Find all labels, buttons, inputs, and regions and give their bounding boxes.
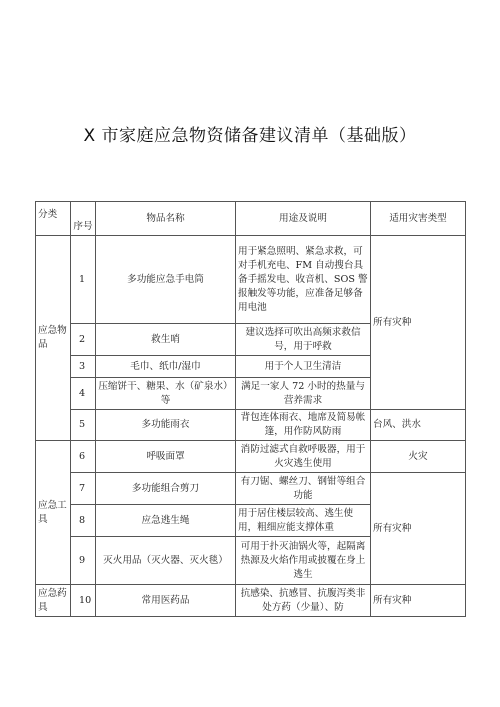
table-row (36, 236, 466, 324)
table-row (36, 473, 466, 505)
row-item: 压缩饼干、糖果、水（矿泉水）等 (96, 378, 236, 410)
row-item: 呼吸面罩 (96, 441, 236, 473)
row-usage: 可用于扑灭油锅火等，起隔离热源及火焰作用或披覆在身上逃生 (236, 537, 371, 585)
disaster-all: 所有灾种 (371, 585, 466, 617)
row-usage: 满足一家人 72 小时的热量与营养需求 (236, 378, 371, 410)
row-item: 救生哨 (96, 324, 236, 356)
page-title: X 市家庭应急物资储备建议清单（基础版） (83, 126, 417, 146)
row-number: 8 (71, 505, 96, 537)
header-disaster: 适用灾害类型 (371, 202, 466, 236)
row-usage: 用于居住楼层较高、逃生使用，粗细应能支撑体重 (236, 505, 371, 537)
disaster-all: 所有灾种 (371, 236, 466, 410)
row-number: 5 (71, 410, 96, 441)
row-usage: 背包连体雨衣、地席及简易帐篷，用作防风防雨 (236, 410, 371, 441)
header-item: 物品名称 (96, 202, 236, 236)
row-number: 1 (71, 236, 96, 324)
row-number: 3 (71, 356, 96, 378)
row-usage: 有刀锯、螺丝刀、钢钳等组合功能 (236, 473, 371, 505)
category-tools: 应急工具 (36, 441, 71, 585)
row-item: 灭火用品（灭火器、灭火毯） (96, 537, 236, 585)
row-usage: 抗感染、抗感冒、抗腹泻类非处方药（少量）、防 (236, 585, 371, 617)
header-usage: 用途及说明 (236, 202, 371, 236)
row-item: 常用医药品 (96, 585, 236, 617)
table-row (36, 585, 466, 617)
row-number: 7 (71, 473, 96, 505)
row-number: 4 (71, 378, 96, 410)
row-usage: 用于紧急照明、紧急求救，可对手机充电、FM 自动搜台具备手摇发电、收音机、SOS 警报触发等功能，应准备足够备用电池 (236, 236, 371, 324)
row-item: 多功能应急手电筒 (96, 236, 236, 324)
row-usage: 消防过滤式自救呼吸器，用于火灾逃生使用 (236, 441, 371, 473)
row-usage: 用于个人卫生清洁 (236, 356, 371, 378)
table-row (36, 410, 466, 441)
category-goods: 应急物品 (36, 236, 71, 441)
table-header-row (36, 202, 466, 236)
row-number: 6 (71, 441, 96, 473)
disaster-typhoon-flood: 台风、洪水 (371, 410, 466, 441)
table-row (36, 441, 466, 473)
header-category: 分类 (36, 202, 71, 236)
row-item: 多功能组合剪刀 (96, 473, 236, 505)
row-number: 9 (71, 537, 96, 585)
row-number: 10 (71, 585, 96, 617)
row-item: 应急逃生绳 (96, 505, 236, 537)
row-item: 多功能雨衣 (96, 410, 236, 441)
row-item: 毛巾、纸巾/湿巾 (96, 356, 236, 378)
row-usage: 建议选择可吹出高频求救信号，用于呼救 (236, 324, 371, 356)
disaster-all: 所有灾种 (371, 473, 466, 585)
row-number: 2 (71, 324, 96, 356)
header-number: 序号 (71, 202, 96, 236)
category-medicine: 应急药具 (36, 585, 71, 617)
disaster-fire: 火灾 (371, 441, 466, 473)
supplies-table (35, 201, 466, 617)
